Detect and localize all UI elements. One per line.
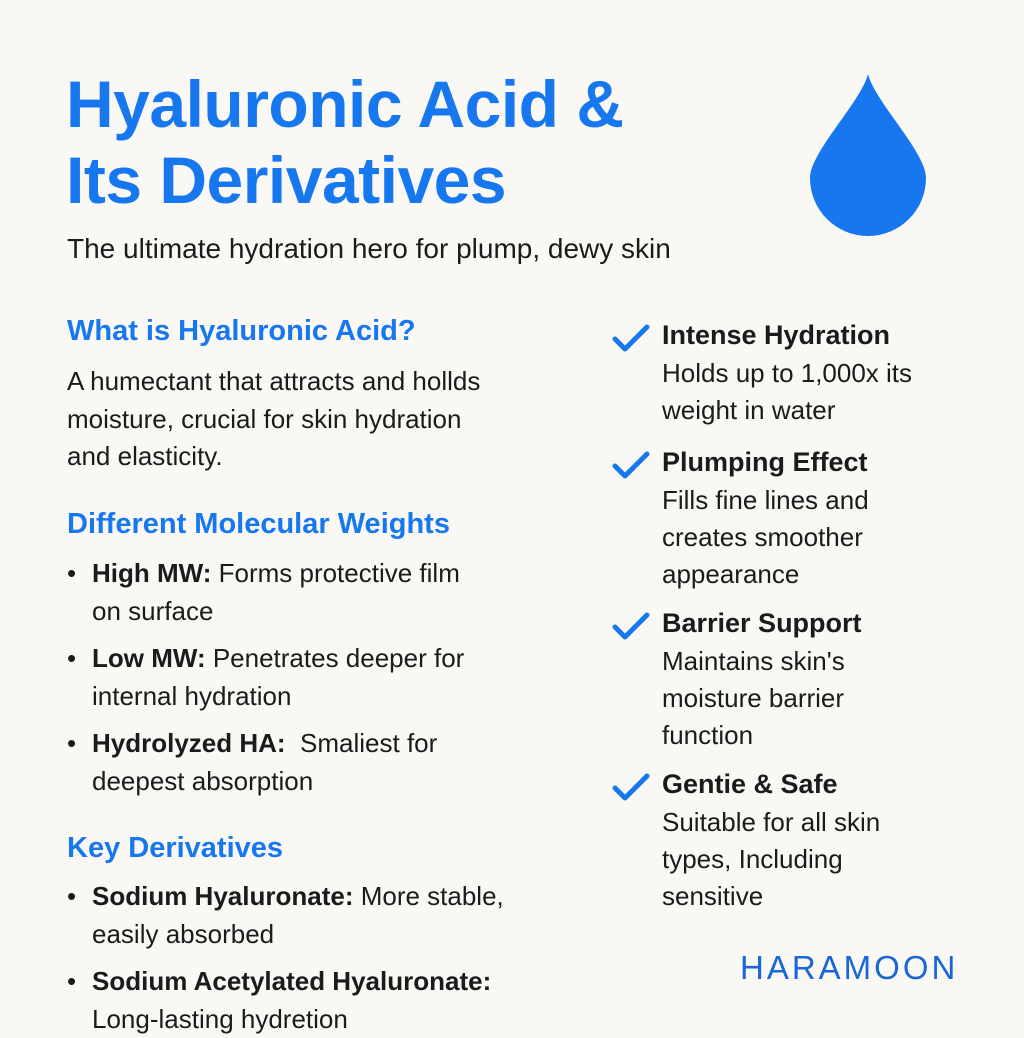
benefit-text: Maintains skin's moisture barrier function xyxy=(662,646,845,750)
item-label: Sodium Acetylated Hyaluronate: xyxy=(92,966,492,996)
checkmark-icon xyxy=(612,323,650,358)
bullet-icon: • xyxy=(67,558,77,588)
brand-logo: HARAMOON xyxy=(740,949,959,986)
item-text: More stable, easily absorbed xyxy=(92,881,504,949)
item-label: Hydrolyzed HA: xyxy=(92,728,286,758)
item-label: Low MW: xyxy=(92,643,206,673)
benefit-title: Gentie & Safe xyxy=(662,769,838,799)
checkmark-icon xyxy=(612,450,650,485)
checkmark-icon xyxy=(612,772,650,807)
item-text: Penetrates deeper for internal hydration xyxy=(92,643,465,711)
item-text: Long-lasting hydretion xyxy=(92,1003,348,1034)
bullet-icon: • xyxy=(67,728,77,758)
item-label: Sodium Hyaluronate: xyxy=(92,881,354,911)
benefit-text: Holds up to 1,000x its weight in water xyxy=(662,358,913,425)
bullet-icon: • xyxy=(67,881,77,911)
checkmark-icon xyxy=(612,611,650,646)
what-is-heading: What is Hyaluronic Acid? xyxy=(67,315,416,347)
water-drop-icon xyxy=(806,72,930,238)
derivatives-heading: Key Derivatives xyxy=(67,832,284,864)
bullet-icon: • xyxy=(67,966,77,996)
subtitle: The ultimate hydration hero for plump, dewy skin xyxy=(67,233,671,264)
item-text: Smaliest for deepest absorption xyxy=(92,728,438,796)
bullet-icon: • xyxy=(67,643,77,673)
item-label: High MW: xyxy=(92,558,212,588)
benefit-title: Intense Hydration xyxy=(662,320,891,350)
page-title: Hyaluronic Acid & Its Derivatives xyxy=(66,67,624,217)
item-text: Forms protective film on surface xyxy=(92,558,460,626)
benefit-title: Plumping Effect xyxy=(662,447,868,477)
benefit-text: Fills fine lines and creates smoother appearance xyxy=(662,485,869,589)
benefit-title: Barrier Support xyxy=(662,608,862,638)
weights-heading: Different Molecular Weights xyxy=(67,508,450,540)
benefit-text: Suitable for all skin types, Including sensitive xyxy=(662,807,881,911)
what-is-text: A humectant that attracts and hollds moisture, crucial for skin hydration and elasticity. xyxy=(67,366,481,471)
